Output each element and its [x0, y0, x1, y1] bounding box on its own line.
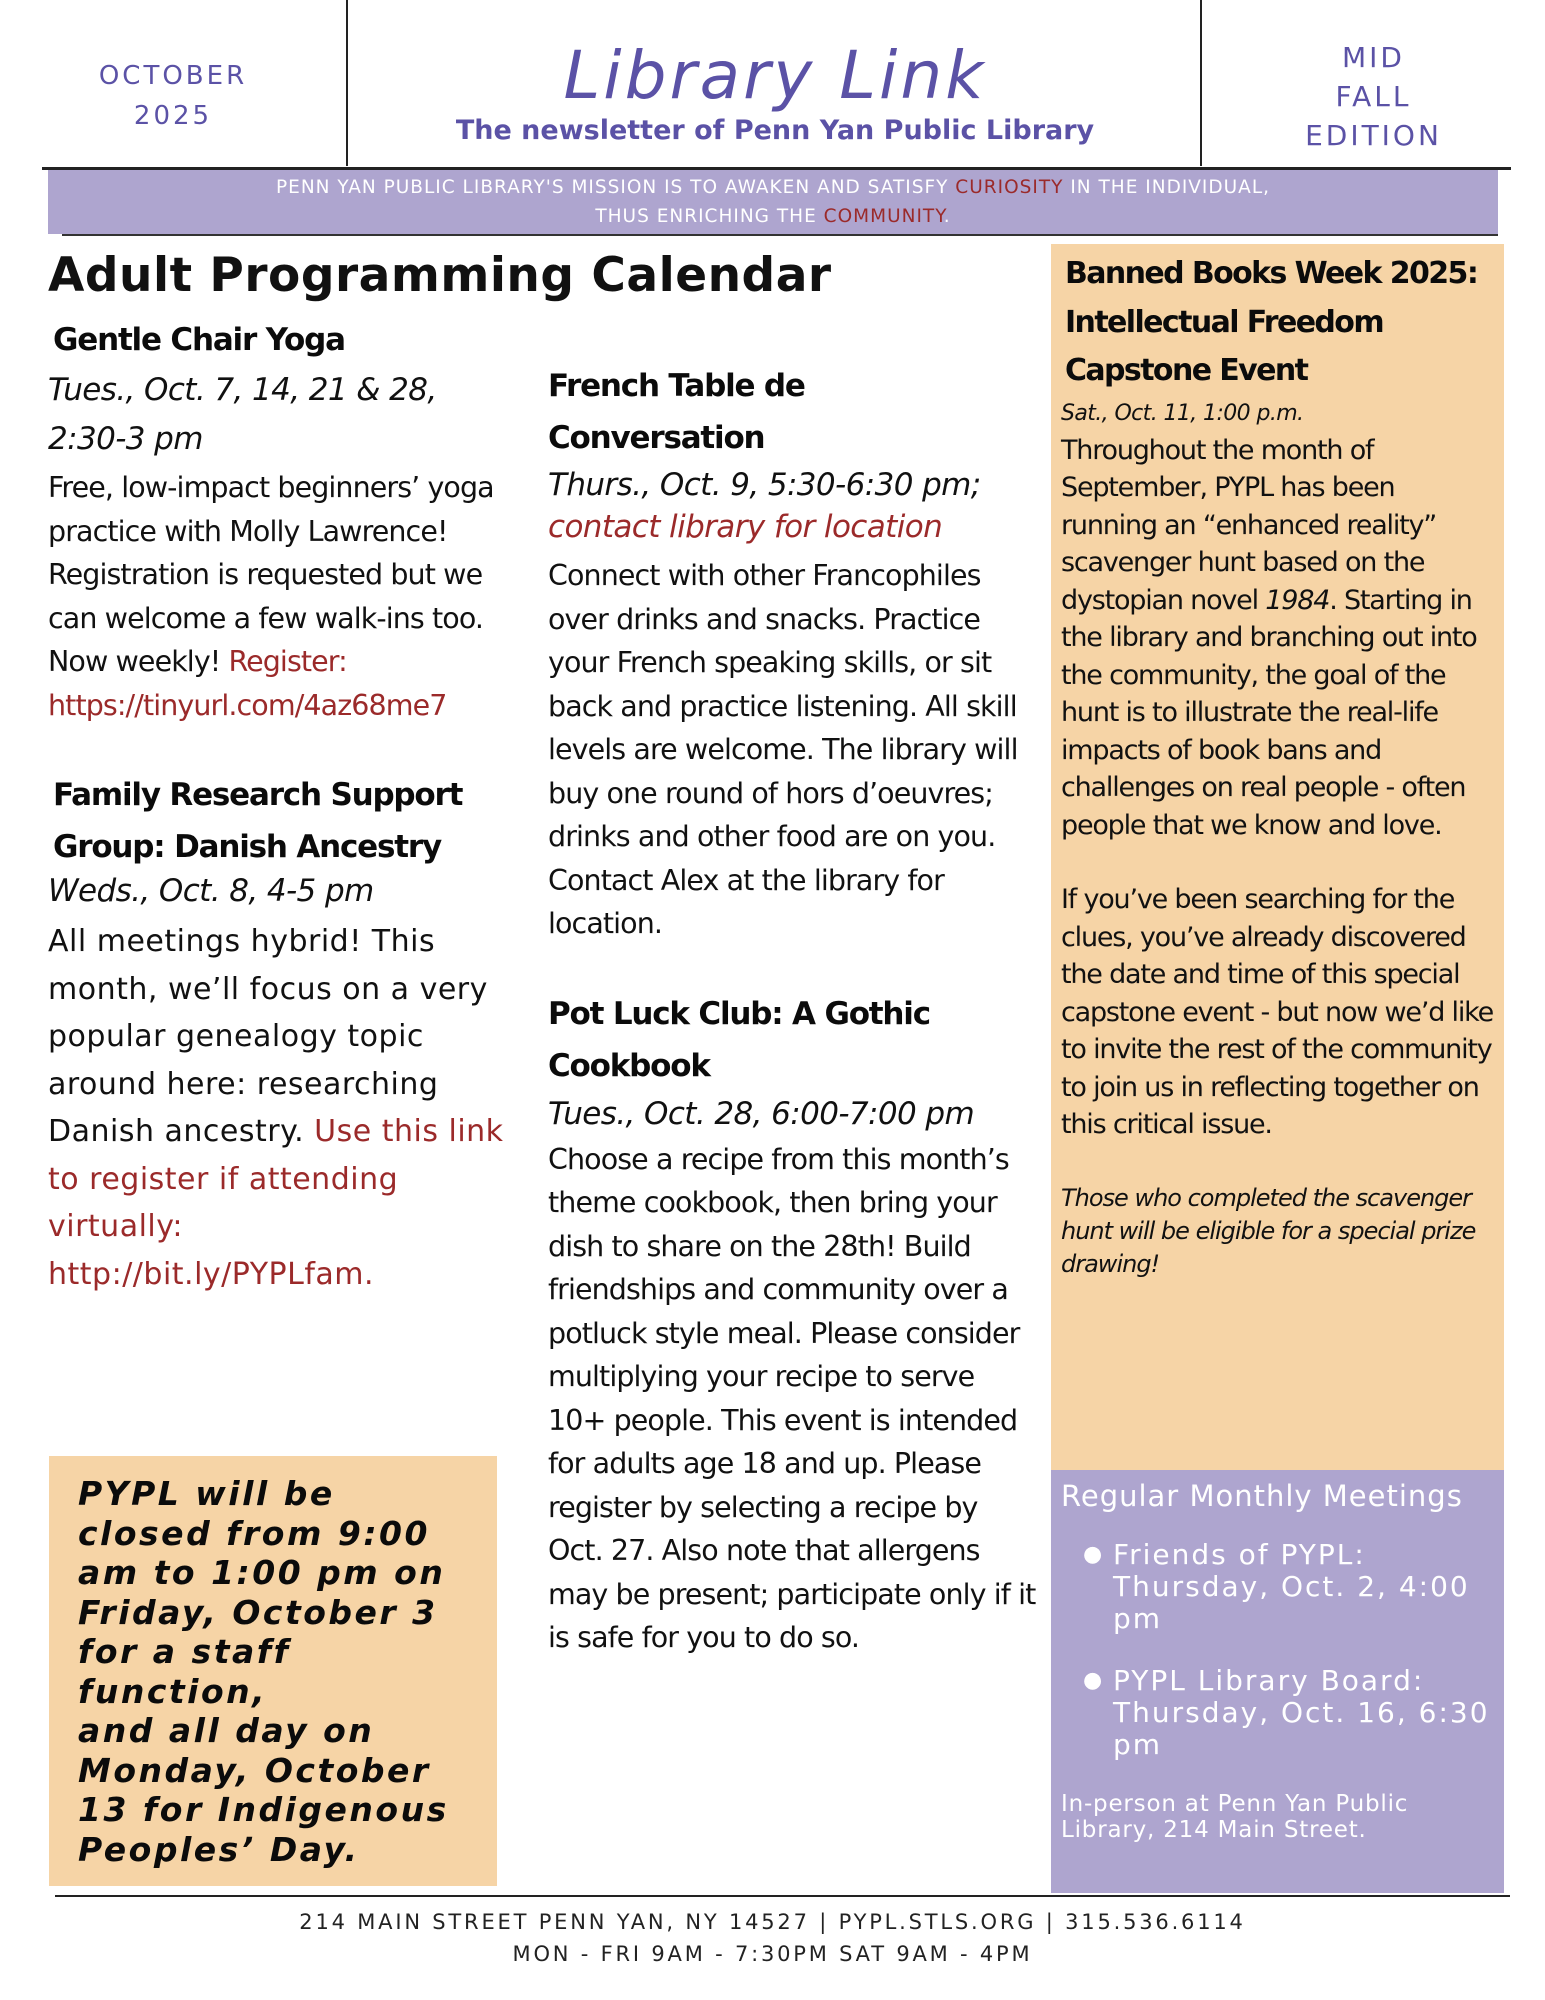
event-title: Family Research Support Group: Danish Ancestry	[53, 777, 463, 865]
event-title: Gentle Chair Yoga	[53, 322, 345, 358]
book-title: 1984	[1265, 584, 1330, 616]
event-title: Pot Luck Club: A Gothic Cookbook	[548, 995, 930, 1084]
event-description	[48, 466, 518, 727]
divider	[62, 234, 1498, 236]
footer-hours: MON - FRI 9AM - 7:30PM SAT 9AM - 4PM	[512, 1942, 1033, 1966]
bullet-icon: ●	[1083, 1542, 1105, 1567]
edition-word: MID	[1342, 41, 1405, 74]
banned-books-paragraph-2: If you’ve been searching for the clues, you’ve already discovered the date and time of this special capstone event - but now we’d like to invite the rest of the community to join us in reflecting together on this critical issue.	[1061, 884, 1494, 1140]
event-date: Weds., Oct. 8, 4-5 pm	[48, 873, 374, 909]
newsletter-title: Library Link	[563, 37, 987, 114]
mission-line-1	[48, 173, 1498, 202]
prize-drawing-note: Those who completed the scavenger hunt will be eligible for a special prize drawing!	[1061, 1183, 1476, 1278]
event-body-text: Free, low-impact beginners’ yoga practice with Molly Lawrence! Registration is requested but we can welcome a few walk-ins too. Now weekly!	[48, 471, 494, 678]
mission-highlight-curiosity: CURIOSITY	[955, 177, 1064, 198]
mission-text: IN THE INDIVIDUAL,	[1063, 177, 1271, 198]
footer-contact: 214 MAIN STREET PENN YAN, NY 14527 | PYPL.STLS.ORG | 315.536.6114	[299, 1910, 1246, 1934]
mission-text: PENN YAN PUBLIC LIBRARY'S MISSION IS TO AWAKEN AND SATISFY	[275, 177, 956, 198]
regular-meetings-box	[1051, 1470, 1504, 1893]
event-description	[48, 918, 508, 1298]
event-title: French Table de Conversation	[548, 368, 805, 456]
banned-books-title: Banned Books Week 2025: Intellectual Freedom Capstone Event	[1065, 256, 1478, 388]
event-date: Tues., Oct. 28, 6:00-7:00 pm	[548, 1095, 975, 1132]
location-note: contact library for location	[548, 509, 943, 545]
paragraph-text: . Starting in the library and branching out into the community, the goal of the hunt is to illustrate the real-life impacts of book bans and challenges on real people - often people that we know and love.	[1061, 584, 1477, 841]
meetings-list	[1061, 1539, 1494, 1761]
page-title: Adult Programming Calendar	[48, 248, 832, 303]
footer	[0, 1906, 1545, 1970]
meeting-label: Friends of PYPL: Thursday, Oct. 2, 4:00 pm	[1113, 1538, 1470, 1635]
event-french-table	[548, 360, 1038, 946]
event-family-research	[48, 769, 508, 1298]
mission-text: THUS ENRICHING THE	[595, 206, 824, 227]
middle-column	[548, 360, 1038, 1660]
mission-line-2	[48, 202, 1498, 231]
edition-word: EDITION	[1305, 119, 1442, 152]
meeting-item	[1061, 1539, 1494, 1635]
edition-word: FALL	[1335, 80, 1412, 113]
register-link[interactable]: Register: https://tinyurl.com/4az68me7	[48, 645, 447, 722]
banned-books-box	[1051, 244, 1504, 1470]
mission-banner	[48, 170, 1498, 234]
event-yoga	[48, 314, 508, 727]
mission-highlight-community: COMMUNITY	[823, 206, 944, 227]
left-column	[48, 314, 508, 1298]
meetings-title: Regular Monthly Meetings	[1061, 1479, 1463, 1513]
meeting-label: PYPL Library Board: Thursday, Oct. 16, 6:30 pm	[1113, 1664, 1490, 1761]
banned-books-paragraph-1	[1061, 432, 1494, 845]
virtual-register-link[interactable]: Use this link to register if attending virtually: http://bit.ly/PYPLfam.	[48, 1114, 504, 1292]
issue-date	[0, 0, 348, 166]
event-description: Connect with other Francophiles over drinks and snacks. Practice your French speaking skills, or sit back and practice listening. All skill levels are welcome. The library will buy one round of hors d’oeuvres; drinks and other food are on you. Contact Alex at the library for location.	[548, 559, 1018, 940]
closure-notice-text: PYPL will be closed from 9:00 am to 1:00 pm on Friday, October 3 for a staff function, and all day on Monday, October 13 for Indigenous Peoples’ Day.	[78, 1474, 449, 1869]
mission-text: .	[943, 206, 951, 227]
meetings-location-note: In-person at Penn Yan Public Library, 214 Main Street.	[1061, 1791, 1409, 1843]
meeting-item	[1061, 1665, 1494, 1761]
bullet-icon: ●	[1083, 1668, 1105, 1693]
event-description: Choose a recipe from this month’s theme cookbook, then bring your dish to share on the 28th! Build friendships and community over a potluck style meal. Please consider multiplying your recipe to serve 10+ people. This event is intended for adults age 18 and up. Please register by selecting a recipe by Oct. 27. Also note that allergens may be present; participate only if it is safe for you to do so.	[548, 1142, 1036, 1654]
event-date: Thurs., Oct. 9, 5:30-6:30 pm;	[548, 467, 981, 503]
closure-notice	[49, 1456, 497, 1886]
masthead	[350, 0, 1200, 166]
issue-year: 2025	[133, 101, 213, 131]
newsletter-subtitle: The newsletter of Penn Yan Public Library	[455, 115, 1095, 146]
edition-label	[1200, 0, 1545, 166]
issue-month: OCTOBER	[98, 61, 248, 91]
divider	[55, 1895, 1510, 1897]
event-body-text: All meetings hybrid! This month, we’ll focus on a very popular genealogy topic around here: researching Danish ancestry.	[48, 924, 488, 1149]
event-date: Tues., Oct. 7, 14, 21 & 28, 2:30-3 pm	[48, 372, 437, 457]
event-potluck	[548, 988, 1038, 1660]
paragraph-text: Throughout the month of September, PYPL has been running an “enhanced reality” scavenger hunt based on the dystopian novel	[1061, 434, 1437, 616]
banned-books-date: Sat., Oct. 11, 1:00 p.m.	[1061, 400, 1304, 426]
